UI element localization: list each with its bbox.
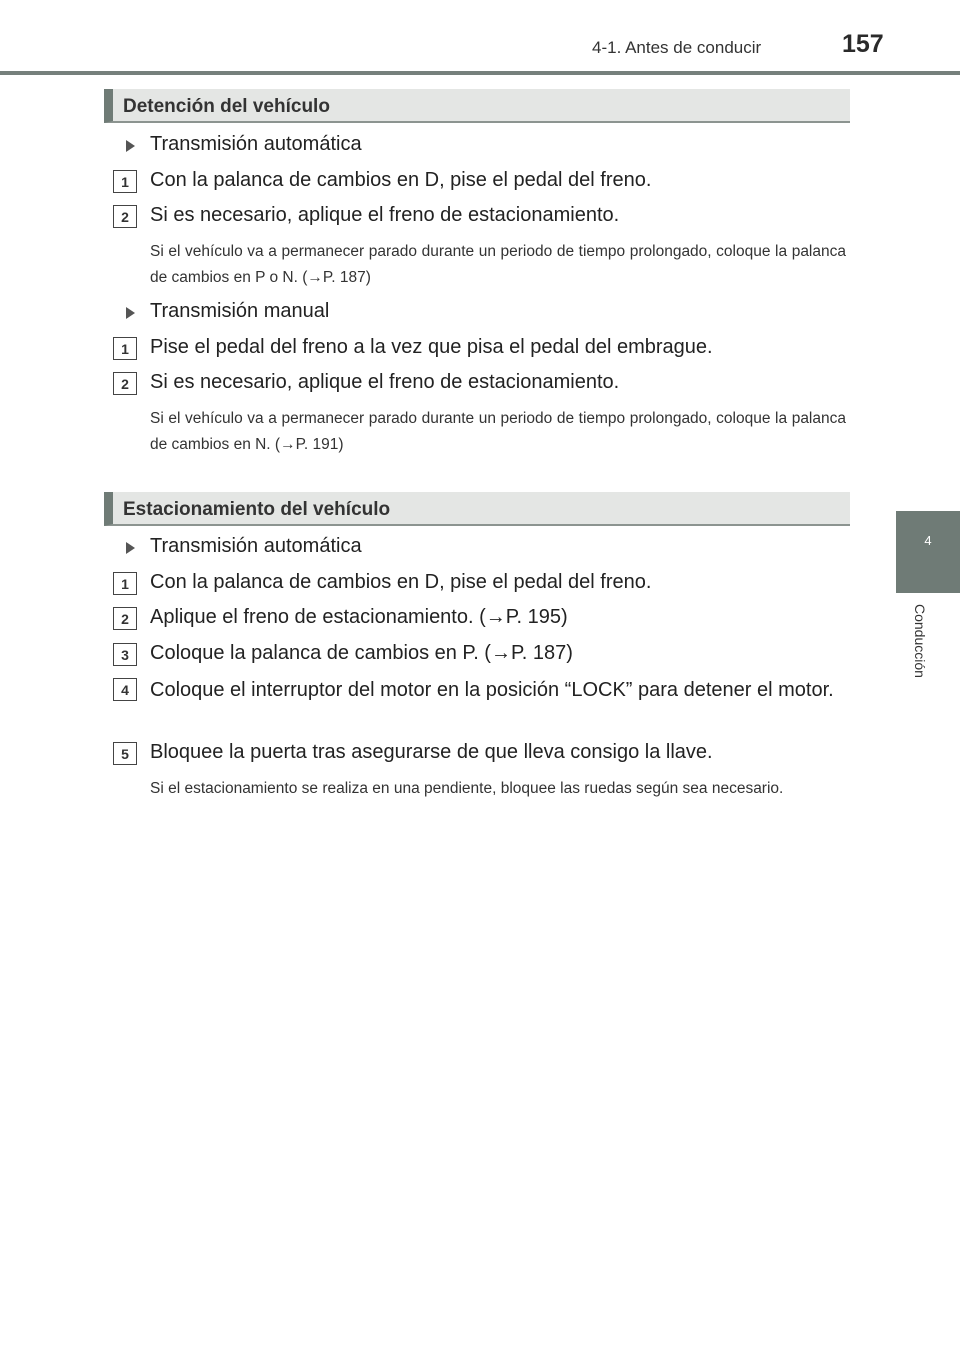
step-text: Pise el pedal del freno a la vez que pisa el pedal del embrague.: [150, 336, 713, 358]
chapter-tab-number: 4: [924, 533, 932, 548]
subheading-manual: [126, 300, 329, 323]
chapter-title: 4-1. Antes de conducir: [592, 38, 762, 57]
step-text: Con la palanca de cambios en D, pise el pedal del freno.: [150, 571, 652, 593]
step-text: Con la palanca de cambios en D, pise el pedal del freno.: [150, 169, 652, 191]
subheading-text: Transmisión manual: [150, 300, 330, 322]
step-text: Si es necesario, aplique el freno de estacionamiento.: [150, 371, 620, 393]
page-number: 157: [842, 30, 884, 58]
step-number: 2: [113, 607, 137, 630]
step-number: 1: [113, 572, 137, 595]
arrow-right-icon: [126, 140, 135, 152]
page-header: [0, 0, 960, 76]
chapter-tab-label: Conducción: [912, 604, 928, 678]
step-text: Coloque el interruptor del motor en la posición “LOCK” para detener el motor.: [150, 679, 834, 701]
step-number: 3: [113, 643, 137, 666]
note-text: Si el vehículo va a permanecer parado durante un periodo de tiempo prolongado, coloque la palanca de cambios en N. (→P. 191): [150, 410, 846, 453]
step-text: Aplique el freno de estacionamiento. (→P. 195): [150, 606, 568, 628]
step-text: Coloque la palanca de cambios en P. (→P. 187): [150, 642, 573, 664]
arrow-right-icon: [126, 542, 135, 554]
subheading-automatic: [126, 133, 362, 156]
step-text: Si es necesario, aplique el freno de estacionamiento.: [150, 204, 620, 226]
chapter-tab[interactable]: [896, 511, 960, 593]
step-number: 2: [113, 372, 137, 395]
note-text: Si el estacionamiento se realiza en una pendiente, bloquee las ruedas según sea necesario.: [150, 780, 784, 797]
subheading-automatic: [126, 535, 362, 558]
step-number: 5: [113, 742, 137, 765]
step-text: Bloquee la puerta tras asegurarse de que lleva consigo la llave.: [150, 741, 713, 763]
step-number: 4: [113, 678, 137, 701]
arrow-right-icon: [126, 307, 135, 319]
header-rule: [0, 71, 960, 75]
section-title: Detención del vehículo: [123, 96, 330, 117]
step-number: 1: [113, 170, 137, 193]
note-text: Si el vehículo va a permanecer parado durante un periodo de tiempo prolongado, coloque la palanca de cambios en P o N. (→P. 187): [150, 243, 846, 286]
subheading-text: Transmisión automática: [150, 133, 362, 155]
step-number: 2: [113, 205, 137, 228]
step-number: 1: [113, 337, 137, 360]
section-header-parking: [104, 492, 850, 526]
section-header-stopping: [104, 89, 850, 123]
section-title: Estacionamiento del vehículo: [123, 499, 391, 520]
subheading-text: Transmisión automática: [150, 535, 362, 557]
